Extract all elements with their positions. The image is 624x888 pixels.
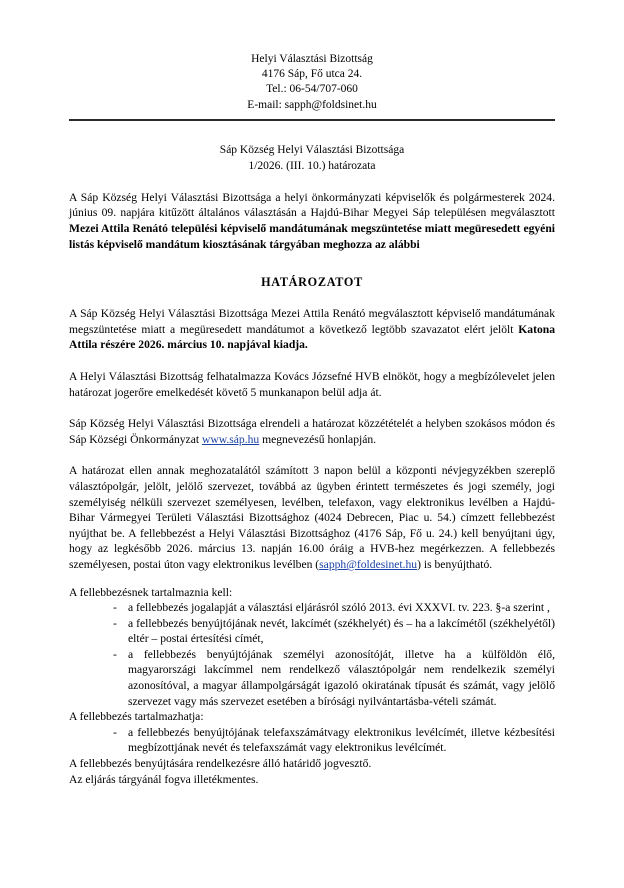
decision-number: 1/2026. (III. 10.) határozata bbox=[248, 159, 376, 172]
authorization-paragraph: A Helyi Választási Bizottság felhatalmazza Kovács Józsefné HVB elnököt, hogy a megbízólevelet jelen határozat jogerőre emelkedését követő 5 munkanapon belül adja át. bbox=[69, 369, 555, 399]
must-contain-list bbox=[69, 600, 555, 709]
must-contain-heading: A fellebbezésnek tartalmaznia kell: bbox=[69, 585, 233, 599]
letterhead-address: 4176 Sáp, Fő utca 24. bbox=[261, 68, 363, 81]
decision-heading: HATÁROZATOT bbox=[261, 275, 363, 290]
decision-title-block bbox=[69, 142, 555, 174]
publication-paragraph bbox=[69, 416, 555, 447]
intro-paragraph bbox=[69, 190, 555, 252]
intro-bold-text: Mezei Attila Renátó települési képviselő mandátumának megszüntetése miatt megüresedett egyéni listás képviselő mandátum kiosztásának tárgyában meghozza az alábbi bbox=[69, 222, 555, 251]
decision-text: A Sáp Község Helyi Választási Bizottsága Mezei Attila Renátó megválasztott képviselő mandátumának megszüntetése miatt a megüresedett mandátumot a következő legtöbb szavazatot elért jelölt bbox=[69, 307, 555, 336]
publication-text-after: megnevezésű honlapján. bbox=[259, 432, 377, 446]
intro-text: A Sáp Község Helyi Választási Bizottsága a helyi önkormányzati képviselők és polgármesterek 2024. június 09. napjára kitűzött általános választásán a Hajdú-Bihar Megyei Sáp településen megválasztott bbox=[69, 190, 555, 220]
decision-bold-text: Katona Attila részére 2026. március 10. napjával kiadja. bbox=[69, 322, 555, 352]
municipality-website-link[interactable]: www.sáp.hu bbox=[201, 432, 260, 446]
appeal-email-link[interactable]: sapph@foldesinet.hu bbox=[319, 557, 418, 571]
list-item: - a fellebbezés jogalapját a választási eljárásról szóló 2013. évi XXXVI. tv. 223. §-a szerint , bbox=[113, 600, 555, 616]
letterhead-email: E-mail: sapph@foldsinet.hu bbox=[247, 98, 377, 111]
list-item: - a fellebbezés benyújtójának nevét, lakcímét (székhelyét) és – ha a lakcímétől (székhelyétől) eltér – postai értesítési címét, bbox=[113, 616, 555, 647]
letterhead-phone: Tel.: 06-54/707-060 bbox=[266, 83, 358, 96]
list-item: - a fellebbezés benyújtójának telefaxszámátvagy elektronikus levélcímét, illetve kézbesítési megbízottjának nevét és telefaxszámát vagy elektronikus levélcímét. bbox=[113, 725, 555, 756]
letterhead-organization: Helyi Választási Bizottság bbox=[251, 53, 373, 65]
closing-line-fee: Az eljárás tárgyánál fogva illetékmentes. bbox=[69, 772, 259, 786]
may-contain-heading: A fellebbezés tartalmazhatja: bbox=[69, 710, 204, 724]
may-contain-list bbox=[69, 725, 555, 756]
appeal-paragraph bbox=[69, 463, 555, 572]
closing-line-deadline: A fellebbezés benyújtására rendelkezésre álló határidő jogvesztő. bbox=[69, 757, 372, 771]
publication-text-before: Sáp Község Helyi Választási Bizottsága elrendeli a határozat közzétételét a helyben szokásos módon és Sáp Községi Önkormányzat bbox=[69, 417, 555, 446]
appeal-text-before: A határozat ellen annak meghozatalától számított 3 napon belül a központi névjegyzékben szereplő választópolgár, jelölt, jelölő szervezet, továbbá az ügyben érintett természetes és jogi személy, jogi személyiség nélküli szervezet személyesen, levélben, telefaxon, vagy elektronikus levélben a Hajdú- Bihar Vármegyei Területi Választási Bizottsághoz (4024 Debrecen, Piac u. 54.) címzett fellebbezést nyújthat be. A fellebbezést a Helyi Választási Bizottsághoz (4176 Sáp, Fő u. 24.) kell benyújtani úgy, hogy az legkésőbb 2026. március 13. napján 16.00 óráig a HVB-hez megérkezzen. A fellebbezés személyesen, postai úton vagy elektronikus levélben ( bbox=[69, 464, 555, 571]
header-divider bbox=[69, 119, 555, 121]
letterhead bbox=[69, 52, 555, 113]
decision-paragraph bbox=[69, 306, 555, 353]
list-item: - a fellebbezés benyújtójának személyi azonosítóját, illetve ha a külföldön élő, magyarországi lakcímmel nem rendelkező választópolgár nem rendelkezik személyi azonosítóval, a magyar állampolgárságát igazoló okiratának típusát és számát, vagy jelölő szervezet vagy más szervezet esetében a bírósági nyilvántartásba-vételi számát. bbox=[113, 647, 555, 709]
issuing-body: Sáp Község Helyi Választási Bizottsága bbox=[219, 143, 405, 156]
appeal-text-after: ) is benyújtható. bbox=[417, 557, 493, 571]
